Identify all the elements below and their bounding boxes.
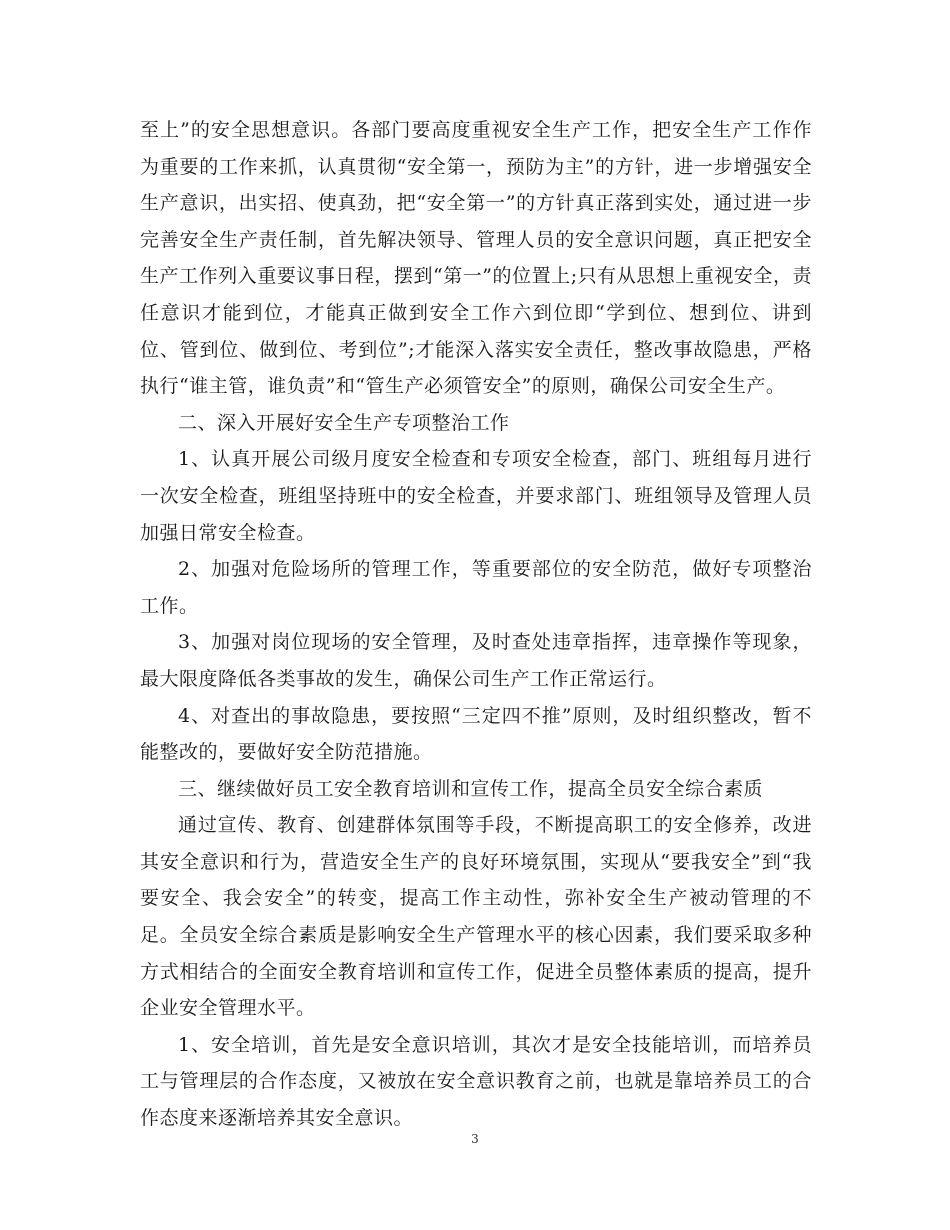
- document-body: [140, 112, 812, 1137]
- body-paragraph: 通过宣传、教育、创建群体氛围等手段，不断提高职工的安全修养，改进其安全意识和行为，营造安全生产的良好环境氛围，实现从“要我安全”到“我要安全、我会安全”的转变，提高工作主动性，弥补安全生产被动管理的不足。全员安全综合素质是影响安全生产管理水平的核心因素，我们要采取多种方式相结合的全面安全教育培训和宣传工作，促进全员整体素质的提高，提升企业安全管理水平。: [140, 814, 812, 1020]
- list-item: 4、对查出的事故隐患，要按照“三定四不推”原则，及时组织整改，暂不能整改的，要做好安全防范措施。: [140, 704, 812, 764]
- list-item: 1、安全培训，首先是安全意识培训，其次才是安全技能培训，而培养员工与管理层的合作态度，又被放在安全意识教育之前，也就是靠培养员工的合作态度来逐渐培养其安全意识。: [140, 1033, 812, 1130]
- list-item: 2、加强对危险场所的管理工作，等重要部位的安全防范，做好专项整治工作。: [140, 558, 812, 617]
- page-number: 3: [471, 1132, 479, 1146]
- section-heading-2: 二、深入开展好安全生产专项整治工作: [178, 411, 510, 434]
- list-item: 1、认真开展公司级月度安全检查和专项安全检查，部门、班组每月进行一次安全检查，班组坚持班中的安全检查，并要求部门、班组领导及管理人员加强日常安全检查。: [140, 448, 812, 544]
- section-heading-3: 三、继续做好员工安全教育培训和宣传工作，提高全员安全综合素质: [178, 777, 764, 800]
- list-item: 3、加强对岗位现场的安全管理，及时查处违章指挥，违章操作等现象，最大限度降低各类事故的发生，确保公司生产工作正常运行。: [140, 631, 812, 690]
- paragraph-continuation: 至上”的安全思想意识。各部门要高度重视安全生产工作，把安全生产工作作为重要的工作来抓，认真贯彻“安全第一，预防为主”的方针，进一步增强安全生产意识，出实招、使真劲，把“安全第一”的方针真正落到实处，通过进一步完善安全生产责任制，首先解决领导、管理人员的安全意识问题，真正把安全生产工作列入重要议事日程，摆到“第一”的位置上;只有从思想上重视安全，责任意识才能到位，才能真正做到安全工作六到位即“学到位、想到位、讲到位、管到位、做到位、考到位”;才能深入落实安全责任，整改事故隐患，严格执行“谁主管，谁负责”和“管生产必须管安全”的原则，确保公司安全生产。: [140, 119, 812, 398]
